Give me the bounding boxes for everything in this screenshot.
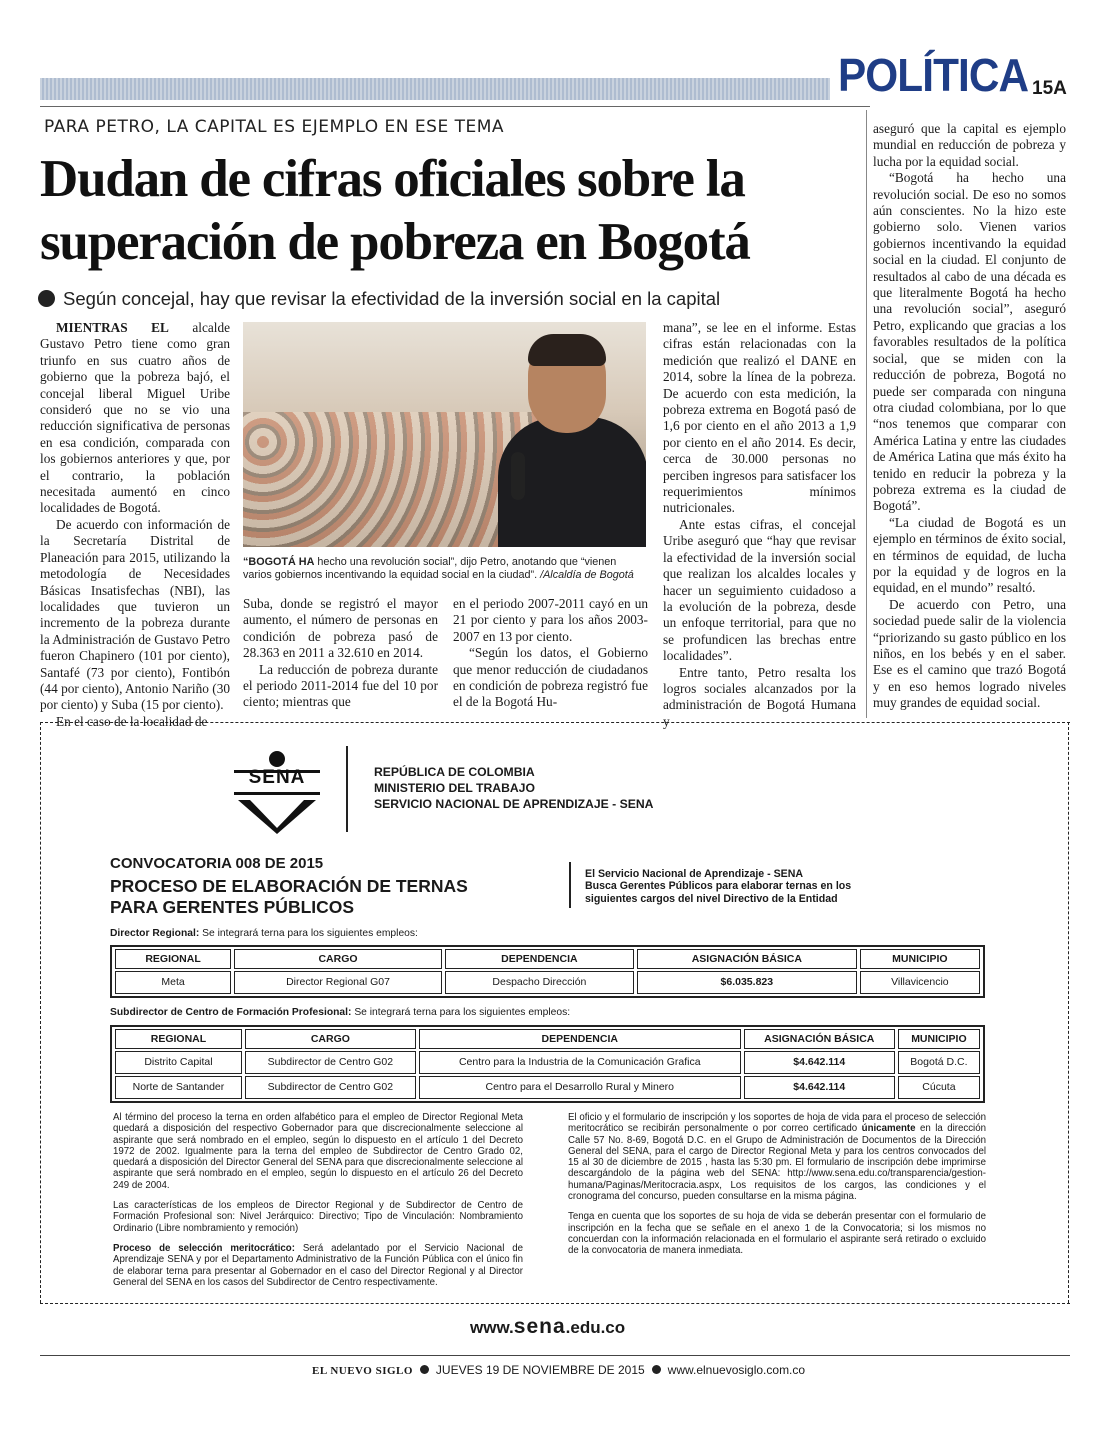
sena-institution: [374, 764, 653, 812]
url-prefix: www.: [470, 1318, 514, 1337]
column-header: REGIONAL: [115, 949, 231, 969]
paragraph-text: alcalde Gustavo Petro tiene como gran triunfo en sus cuatro años de gobierno que la pobreza bajó, el concejal liberal Miguel Uribe consideró que no se vio una reducción significativa de personas en esa condición, comparada con los gobiernos anteriores y que, por el contrario, la población necesitada aumentó en cinco localidades de Bogotá.: [40, 320, 231, 516]
bullet-icon: [420, 1365, 429, 1374]
url-suffix: .edu.co: [565, 1318, 626, 1337]
column-header: CARGO: [245, 1029, 416, 1049]
column-divider: [866, 110, 867, 718]
photo-caption: [243, 556, 646, 582]
column-header: ASIGNACIÓN BÁSICA: [637, 949, 857, 969]
table-cell: Meta: [115, 971, 231, 994]
table-cell: Cúcuta: [898, 1076, 980, 1099]
intro-bold: Subdirector de Centro de Formación Profesional:: [110, 1007, 352, 1018]
article-paragraph: En el caso de la localidad de: [56, 713, 208, 729]
convocatoria-number: CONVOCATORIA 008 DE 2015: [110, 855, 324, 872]
photo-credit: /Alcaldía de Bogotá: [537, 569, 634, 581]
sena-wordmark: SENA: [248, 767, 306, 788]
ad-terms-right: [568, 1112, 986, 1266]
intro-line-1: El Servicio Nacional de Aprendizaje - SENA: [585, 868, 804, 880]
ad-paragraph: Tenga en cuenta que los soportes de su hoja de vida se deberán presentar con el formulario de inscripción en la fecha que se señale en el anexo 1 de la Convocatoria; si los mismos no concuerdan con la información relacionada en el formulario el aspirante será retirado o excluido de la convocatoria de manera inmediata.: [568, 1211, 986, 1257]
convocatoria-intro: [585, 868, 851, 905]
article-paragraph: Suba, donde se registró el mayor aumento, el número de personas en condición de pobreza pasó de 28.363 en 2011 a 32.610 en 2014.: [243, 596, 438, 661]
column-header: DEPENDENCIA: [445, 949, 634, 969]
table-cell: $4.642.114: [744, 1076, 895, 1099]
article-column-3: [453, 596, 648, 711]
article-paragraph: en el periodo 2007-2011 cayó en un 21 por ciento y para los años 2003-2007 en 13 por ciento.: [453, 596, 648, 644]
ad-paragraph-text: Será adelantado por el Servicio Nacional de Aprendizaje SENA y por el Departamento Administrativo de la Función Pública con el único fin de elaborar terna para presentar al Gobernador en el caso del Director Regional y al Director General del SENA en los casos del Subdirector de Centro respectivamente.: [113, 1242, 524, 1288]
column-header: REGIONAL: [115, 1029, 242, 1049]
convocatoria-title-line-1: PROCESO DE ELABORACIÓN DE TERNAS: [110, 876, 468, 896]
ad-border-bottom: [40, 1303, 1070, 1304]
column-header: CARGO: [234, 949, 442, 969]
table-row: [115, 1076, 980, 1099]
convocatoria-title-line-2: PARA GERENTES PÚBLICOS: [110, 897, 355, 917]
logo-divider: [346, 746, 348, 832]
table-header-row: [115, 949, 980, 969]
article-photo: [243, 322, 646, 547]
table-cell: Norte de Santander: [115, 1076, 242, 1099]
ad-border-top: [40, 722, 1070, 723]
ad-paragraph-text: El oficio y el formulario de inscripción y los soportes de hoja de vida para el proceso de selección meritocrático se recibirán personalmente o por correo certificado: [568, 1112, 986, 1135]
ad-border-right: [1068, 722, 1069, 1303]
ad-paragraph: [568, 1112, 986, 1202]
table-header-row: [115, 1029, 980, 1049]
article-column-5: [873, 121, 1066, 712]
column-header: MUNICIPIO: [860, 949, 980, 969]
table-cell: Centro para la Industria de la Comunicación Grafica: [419, 1051, 741, 1074]
article-paragraph: La reducción de pobreza durante el periodo 2011-2014 fue del 10 por ciento; mientras que: [243, 661, 438, 710]
ad-paragraph-bold: Proceso de selección meritocrático:: [113, 1242, 295, 1254]
column-header: ASIGNACIÓN BÁSICA: [744, 1029, 895, 1049]
article-paragraph: De acuerdo con información de la Secretaría Distrital de Planeación para 2015, utilizando la metodología de Necesidades Básicas Insatisfechas (NBI), las localidades que tuvieron un incremento de la pobreza durante la Administración de Gustavo Petro fueron Chapinero (101 por ciento), Santafé (73 por ciento), Fontibón (44 por ciento), Antonio Nariño (30 por ciento) y Suba (15 por ciento).: [40, 516, 230, 713]
convocatoria-divider: [569, 862, 571, 908]
bullet-icon: [38, 290, 55, 307]
footer-website[interactable]: www.elnuevosiglo.com.co: [667, 1363, 806, 1377]
page-number: 15A: [1032, 78, 1067, 99]
table-cell: Despacho Dirección: [445, 971, 634, 994]
subdirector-centro-table: [110, 1025, 985, 1103]
table-row: [115, 1051, 980, 1074]
table-cell: $4.642.114: [744, 1051, 895, 1074]
table-cell: Subdirector de Centro G02: [245, 1076, 416, 1099]
intro-text: Se integrará terna para los siguientes empleos:: [351, 1007, 571, 1018]
url-brand: sena: [513, 1315, 566, 1338]
sena-website-link[interactable]: [470, 1315, 625, 1339]
section-header-band: [40, 78, 830, 100]
column-header: DEPENDENCIA: [419, 1029, 741, 1049]
institution-line-3: SERVICIO NACIONAL DE APRENDIZAJE - SENA: [374, 797, 654, 811]
intro-text: Se integrará terna para los siguientes empleos:: [199, 928, 418, 939]
table-cell: Director Regional G07: [234, 971, 442, 994]
table-cell: Bogotá D.C.: [898, 1051, 980, 1074]
footer-date: JUEVES 19 DE NOVIEMBRE DE 2015: [435, 1363, 645, 1377]
article-paragraph: “Según los datos, el Gobierno que menor reducción de ciudadanos en condición de pobreza registró fue el de la Bogotá Hu-: [453, 645, 648, 710]
article-kicker: PARA PETRO, LA CAPITAL ES EJEMPLO EN ESE TEMA: [44, 117, 505, 137]
intro-line-2: Busca Gerentes Públicos para elaborar ternas en los: [585, 880, 852, 893]
ad-paragraph: Al término del proceso la terna en orden alfabético para el empleo de Director Regional Meta quedará a disposición del respectivo Gobernador para que discrecionalmente seleccione al aspirante que será nombrado en el empleo, según lo dispuesto en el artículo 1 del Decreto 1972 de 2002. Igualmente para la terna del empleo de Subdirector de Centro Grado 02, quedará a disposición del Director General del SENA para que discrecionalmente seleccione al aspirante que será nombrado en el empleo, según lo dispuesto en el artículo 26 del Decreto 249 de 2004.: [113, 1112, 523, 1191]
article-column-1: [40, 320, 230, 730]
subdirector-table-intro: [110, 1007, 570, 1018]
photo-speaker-hair: [528, 334, 606, 366]
header-rule: [40, 106, 870, 107]
table-cell: Subdirector de Centro G02: [245, 1051, 416, 1074]
convocatoria-title: [110, 876, 468, 918]
lead-in: MIENTRAS EL: [56, 320, 169, 335]
institution-line-1: REPÚBLICA DE COLOMBIA: [374, 765, 535, 779]
ad-paragraph-bold: únicamente: [861, 1123, 916, 1135]
ad-border-left: [40, 722, 41, 1303]
article-paragraph: mana”, se lee en el informe. Estas cifras están relacionadas con la medición que realizó el DANE en 2014, sobre la línea de la pobreza. De acuerdo con esta medición, la pobreza extrema en Bogotá pasó de 1,6 por ciento en el año 2013 a 1,9 por ciento en el año 2014. Es decir, cerca de 30.000 personas no perciben ingresos para satisfacer los requerimientos mínimos nutricionales.: [663, 320, 856, 516]
article-paragraph: Entre tanto, Petro resalta los logros sociales alcanzados por la administración de Bogotá Humana y: [663, 664, 856, 729]
director-regional-table: [110, 945, 985, 998]
director-table-intro: [110, 928, 418, 939]
article-paragraph: [40, 320, 230, 517]
ad-paragraph: Las características de los empleos de Director Regional y de Subdirector de Centro de Formación Profesional son: Nivel Jerárquico: Directivo; Tipo de Vinculación: Nombramiento Ordinario (Libre nombramiento y remoción): [113, 1200, 523, 1234]
page-footer: [312, 1363, 805, 1377]
subhead-text: Según concejal, hay que revisar la efectividad de la inversión social en la capital: [63, 288, 721, 309]
article-column-2: [243, 596, 438, 711]
footer-rule: [40, 1355, 1070, 1356]
article-paragraph: “La ciudad de Bogotá es un ejemplo en términos de éxito social, en términos de equidad, de lucha por la equidad y de logros en la equidad, en el mundo” resaltó.: [873, 514, 1066, 596]
ad-paragraph-text: en la dirección Calle 57 No. 8-69, Bogotá D.C. en el Grupo de Administración de Documentos de la Dirección General del SENA, para el cargo de Director Regional Meta y para los centros convocados del 15 al 30 de diciembre de 2015 , hasta las 5:30 pm. El formulario de inscripción debe imprimirse descargándolo de la página web del SENA: http://www.sena.edu.co/transparencia/gestion-humana/Paginas/Meritocracia.aspx, Los requisitos de los cargos, las condiciones y el cronograma del concurso, pueden consultarse en la misma página.: [568, 1123, 986, 1203]
ad-paragraph: [113, 1243, 523, 1288]
article-column-4: [663, 320, 856, 730]
headline-line-2: superación de pobreza en Bogotá: [40, 213, 750, 271]
caption-lead: “BOGOTÁ HA: [243, 556, 315, 568]
newspaper-brand: EL NUEVO SIGLO: [312, 1365, 413, 1377]
article-subhead: [38, 288, 720, 310]
table-cell: $6.035.823: [637, 971, 857, 994]
headline-line-1: Dudan de cifras oficiales sobre la: [40, 150, 745, 208]
bullet-icon: [652, 1365, 661, 1374]
column-header: MUNICIPIO: [898, 1029, 980, 1049]
caption-text: hecho una revolución social”, dijo Petro, anotando que “vienen varios gobiernos incentivando la equidad social en la ciudad”.: [243, 556, 617, 581]
sena-logo-icon: [232, 748, 322, 834]
article-paragraph: Ante estas cifras, el concejal Uribe aseguró que “hay que revisar la efectividad de la inversión social que realizan los alcaldes locales y hacer un seguimiento cuidadoso a la evolución de la pobreza, desde un enfoque territorial, para que no se profundicen las brechas entre localidades”.: [663, 516, 856, 664]
institution-line-2: MINISTERIO DEL TRABAJO: [374, 781, 535, 795]
article-headline: [40, 148, 870, 274]
table-cell: Villavicencio: [860, 971, 980, 994]
table-row: [115, 971, 980, 994]
microphone-icon: [511, 452, 525, 500]
ad-terms-left: [113, 1112, 523, 1297]
article-paragraph: De acuerdo con Petro, una sociedad puede salir de la violencia “priorizando su gasto público en los niños, en los bebés y en el saber. Ese es el camino que trazó Bogotá y en eso hemos logrado niveles muy grandes de equidad social.: [873, 596, 1066, 711]
table-cell: Distrito Capital: [115, 1051, 242, 1074]
intro-line-3: siguientes cargos del nivel Directivo de la Entidad: [585, 892, 838, 905]
article-paragraph: “Bogotá ha hecho una revolución social. De eso no somos aún conscientes. No la hizo este gobierno solo. Vienen varios gobiernos incentivando la equidad social en la ciudad. El conjunto de resultados al cabo de una década es que literalmente Bogotá ha hecho una revolución social”, aseguró Petro, explicando que gracias a los favorables resultados de la política social, que se miden con la reducción de pobreza, Bogotá no puede ser comparada con ninguna otra ciudad colombiana, por lo que “nos tenemos que comparar con América Latina y entre las ciudades de América Latina que más éxito ha tenido en reducir la pobreza y la pobreza extrema es la ciudad de Bogotá”.: [873, 170, 1066, 514]
section-title: POLÍTICA: [838, 49, 1029, 101]
table-cell: Centro para el Desarrollo Rural y Minero: [419, 1076, 741, 1099]
intro-bold: Director Regional:: [110, 928, 200, 939]
article-paragraph: aseguró que la capital es ejemplo mundial en reducción de pobreza y lucha por la equidad social.: [873, 121, 1066, 169]
